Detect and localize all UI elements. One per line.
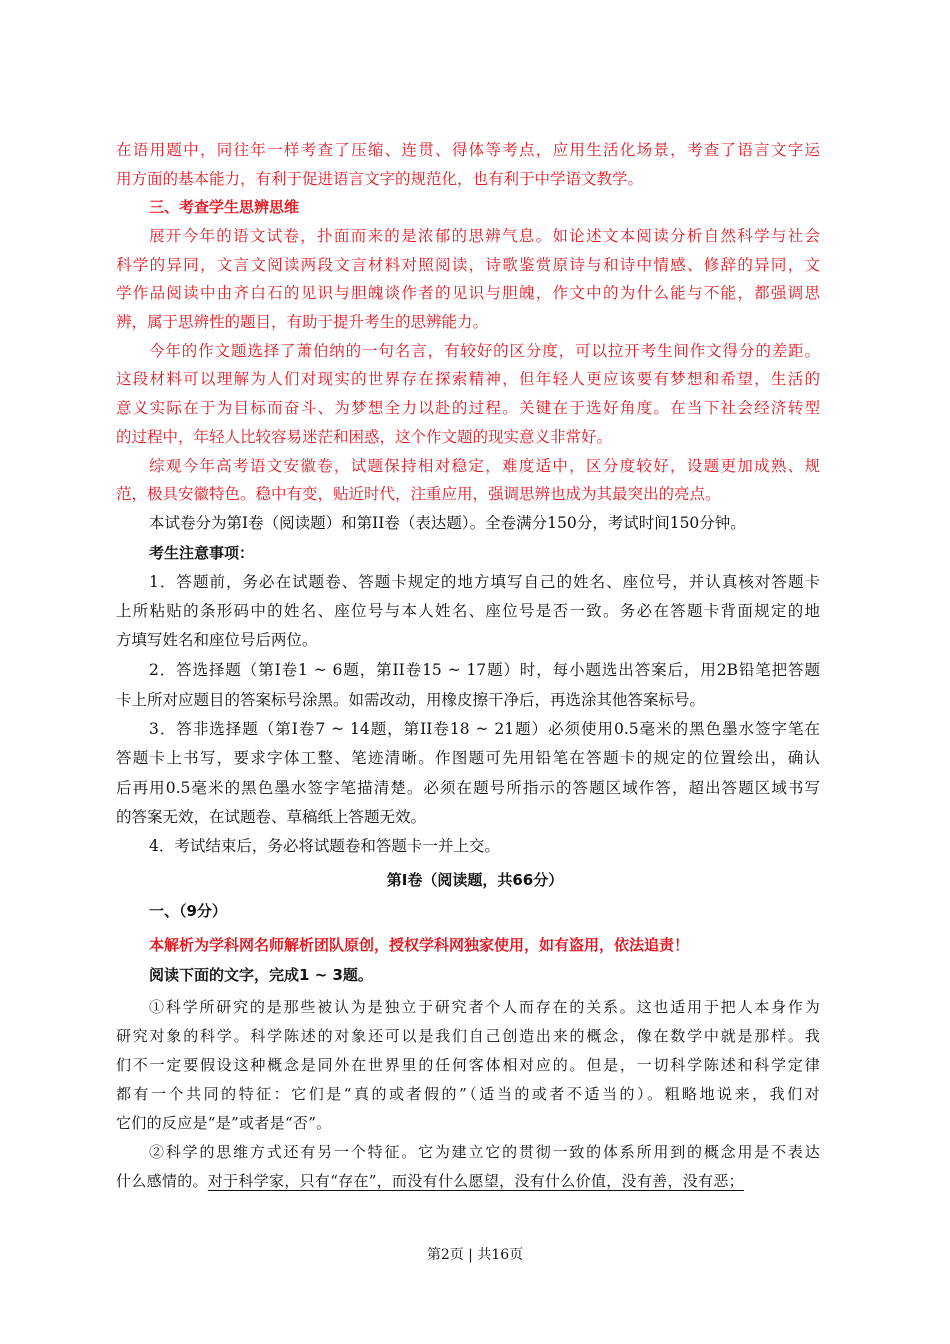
heading-line: 阅读下面的文字，完成1 ~ 3题。: [149, 966, 373, 984]
text-line: 研究对象的科学。科学陈述的对象还可以是我们自己创造出来的概念，像在数学中就是那样。我: [116, 1027, 820, 1045]
heading-line: 本解析为学科网名师解析团队原创，授权学科网独家使用，如有盗用，依法追责！: [149, 936, 690, 954]
text-line: 都有一个共同的特征：它们是“真的或者假的”（适当的或者不适当的）。粗略地说来，我们对: [116, 1085, 820, 1103]
text-line: 方填写姓名和座位号后两位。: [116, 631, 318, 649]
text-line: 卡上所对应题目的答案标号涂黑。如需改动，用橡皮擦干净后，再选涂其他答案标号。: [116, 691, 706, 709]
text-line: 展开今年的语文试卷，扑面而来的是浓郁的思辨气息。如论述文本阅读分析自然科学与社会: [149, 227, 820, 245]
text-line: 的过程中，年轻人比较容易迷茫和困惑，这个作文题的现实意义非常好。: [116, 428, 613, 446]
text-line: ①科学所研究的是那些被认为是独立于研究者个人而存在的关系。这也适用于把人本身作为: [149, 998, 820, 1016]
text-line: 1．答题前，务必在试题卷、答题卡规定的地方填写自己的姓名、座位号，并认真核对答题卡: [149, 573, 820, 591]
text-line: ②科学的思维方式还有另一个特征。它为建立它的贯彻一致的体系所用到的概念用是不表达: [149, 1143, 820, 1161]
text-line: 今年的作文题选择了萧伯纳的一句名言，有较好的区分度，可以拉开考生间作文得分的差距。: [149, 342, 820, 360]
text-line: 综观今年高考语文安徽卷，试题保持相对稳定，难度适中，区分度较好，设题更加成熟、规: [149, 457, 820, 475]
text-line: 的答案无效，在试题卷、草稿纸上答题无效。: [116, 808, 427, 826]
heading-line: 三、考查学生思辨思维: [149, 198, 300, 216]
text-line: 在语用题中，同往年一样考查了压缩、连贯、得体等考点，应用生活化场景，考查了语言文字运: [116, 141, 820, 159]
heading-line: 考生注意事项：: [149, 544, 255, 562]
text-line: 3．答非选择题（第I卷7 ~ 14题，第II卷18 ~ 21题）必须使用0.5毫米的黑色墨水签字笔在: [149, 720, 820, 738]
text-line: 它们的反应是“是”或者是“否”。: [116, 1114, 332, 1132]
text-line: 学作品阅读中由齐白石的见识与胆魄谈作者的见识与胆魄，作文中的为什么能与不能，都强调思: [116, 284, 820, 302]
text-line: 后再用0.5毫米的黑色墨水签字笔描清楚。必须在题号所指示的答题区域作答，超出答题区域书写: [116, 779, 820, 797]
passage-line: [116, 1170, 820, 1192]
passage-text: 什么感情的。: [116, 1172, 208, 1190]
text-line: 这段材料可以理解为人们对现实的世界存在探索精神，但年轻人更应该要有梦想和希望，生活的: [116, 370, 820, 388]
text-line: 们不一定要假设这种概念是同外在世界里的任何客体相对应的。但是，一切科学陈述和科学定律: [116, 1056, 820, 1074]
text-line: 意义实际在于为目标而奋斗、为梦想全力以赴的过程。关键在于选好角度。在当下社会经济转型: [116, 399, 820, 417]
underlined-sentence: 对于科学家，只有“存在”，而没有什么愿望，没有什么价值，没有善，没有恶；: [207, 1172, 744, 1190]
text-line: 2．答选择题（第I卷1 ~ 6题，第II卷15 ~ 17题）时，每小题选出答案后，用2B铅笔把答题: [149, 661, 820, 679]
section-heading: 第I卷（阅读题，共66分）: [386, 871, 564, 889]
heading-line: 一、（9分）: [149, 902, 227, 920]
page-footer: 第2页 | 共16页: [426, 1247, 524, 1263]
text-line: 4．考试结束后，务必将试题卷和答题卡一并上交。: [149, 837, 500, 855]
text-line: 上所粘贴的条形码中的姓名、座位号与本人姓名、座位号是否一致。务必在答题卡背面规定的地: [116, 602, 820, 620]
text-line: 本试卷分为第I卷（阅读题）和第II卷（表达题）。全卷满分150分，考试时间150分钟。: [149, 514, 746, 532]
text-line: 用方面的基本能力，有利于促进语言文字的规范化，也有利于中学语文教学。: [116, 170, 644, 188]
text-line: 答题卡上书写，要求字体工整、笔迹清晰。作图题可先用铅笔在答题卡的规定的位置绘出，确认: [116, 749, 820, 767]
text-line: 科学的异同，文言文阅读两段文言材料对照阅读，诗歌鉴赏原诗与和诗中情感、修辞的异同，文: [116, 256, 820, 274]
text-line: 范，极具安徽特色。稳中有变，贴近时代，注重应用，强调思辨也成为其最突出的亮点。: [116, 485, 721, 503]
text-line: 辨，属于思辨性的题目，有助于提升考生的思辨能力。: [116, 313, 489, 331]
